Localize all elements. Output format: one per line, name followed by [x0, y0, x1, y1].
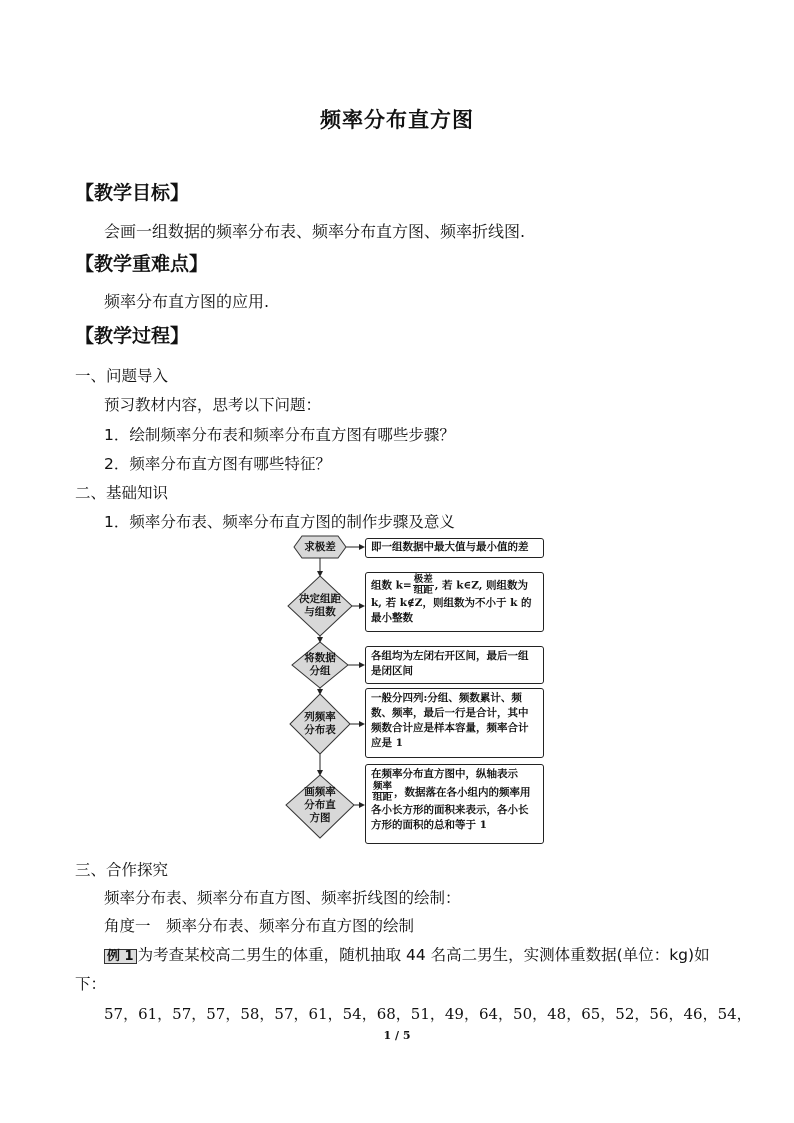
node-frequency-table-line1: 列频率 — [304, 711, 336, 723]
part2-item-1: 1．频率分布表、频率分布直方图的制作步骤及意义 — [104, 513, 455, 531]
part1-question-1: 1．绘制频率分布表和频率分布直方图有哪些步骤？ — [104, 426, 455, 444]
page-title: 频率分布直方图 — [320, 107, 474, 132]
node-frequency-table-line2: 分布表 — [304, 724, 336, 736]
example-1-text: 为考查某校高二男生的体重，随机抽取 44 名高二男生，实测体重数据(单位：kg)如 — [137, 946, 710, 964]
goal-text: 会画一组数据的频率分布表、频率分布直方图、频率折线图. — [104, 222, 526, 241]
key-text: 频率分布直方图的应用. — [104, 292, 270, 311]
part3-heading: 三、合作探究 — [75, 861, 169, 879]
box-histogram-fraction-num: 频率 — [373, 781, 393, 792]
box-histogram-desc — [365, 764, 544, 844]
example-1-line1 — [104, 943, 710, 965]
example-badge: 例 1 — [104, 949, 137, 964]
box-group-desc-b: , 若 k∈Z, 则组数为 k, — [371, 579, 529, 609]
flowchart — [282, 532, 552, 846]
node-histogram-label — [288, 786, 352, 825]
box-group-desc-c: 若 k∉Z，则组数为不小于 k 的最小整数 — [371, 597, 532, 624]
node-histogram-line2: 分布直 — [304, 799, 336, 811]
node-group-data-line1: 将数据 — [304, 652, 336, 664]
data-values-line: 57，61，57，57，58，57，61，54，68，51，49，64，50，48，65，52，56，46，54， — [104, 1005, 752, 1023]
box-interval-desc: 各组均为左闭右开区间，最后一组是闭区间 — [365, 646, 544, 684]
box-range-desc: 即一组数据中最大值与最小值的差 — [365, 538, 544, 558]
box-histogram-desc-b: ，数据落在各小组内的频率用各小长方形的面积来表示，各小长方形的面积的总和等于 1 — [371, 786, 531, 831]
box-group-desc-a: 组数 k= — [371, 579, 412, 592]
box-table-desc: 一般分四列:分组、频数累计、频数、频率，最后一行是合计，其中频数合计应是样本容量，频率合计应是 1 — [365, 688, 544, 758]
angle-one-heading: 角度一 频率分布表、频率分布直方图的绘制 — [104, 917, 415, 935]
node-group-distance-line2: 与组数 — [304, 606, 336, 618]
node-find-range-label: 求极差 — [304, 541, 336, 553]
node-frequency-table-label — [290, 711, 350, 737]
node-group-distance-label — [290, 593, 350, 619]
node-group-data-line2: 分组 — [309, 665, 331, 677]
node-group-distance-line1: 决定组距 — [299, 593, 341, 605]
page-number: 1 / 5 — [383, 1029, 411, 1042]
box-histogram-fraction — [372, 782, 393, 803]
box-histogram-desc-a: 在频率分布直方图中，纵轴表示 — [371, 768, 518, 780]
goal-heading: 【教学目标】 — [75, 182, 190, 204]
key-heading: 【教学重难点】 — [75, 253, 209, 275]
box-group-fraction-den: 组距 — [413, 585, 433, 596]
node-histogram-line1: 画频率 — [304, 786, 336, 798]
part2-heading: 二、基础知识 — [75, 484, 169, 502]
box-histogram-fraction-den: 组距 — [373, 792, 393, 803]
box-group-fraction-num: 极差 — [413, 574, 433, 585]
part1-intro: 预习教材内容，思考以下问题： — [104, 396, 322, 414]
box-group-fraction — [413, 575, 434, 596]
part1-question-2: 2．频率分布直方图有哪些特征？ — [104, 455, 331, 473]
part3-intro: 频率分布表、频率分布直方图、频率折线图的绘制： — [104, 889, 461, 907]
example-1-line2: 下： — [75, 975, 107, 993]
box-group-desc — [365, 572, 544, 632]
part1-heading: 一、问题导入 — [75, 367, 169, 385]
node-histogram-line3: 方图 — [309, 812, 331, 824]
process-heading: 【教学过程】 — [75, 325, 190, 347]
node-group-data-label — [292, 652, 348, 678]
